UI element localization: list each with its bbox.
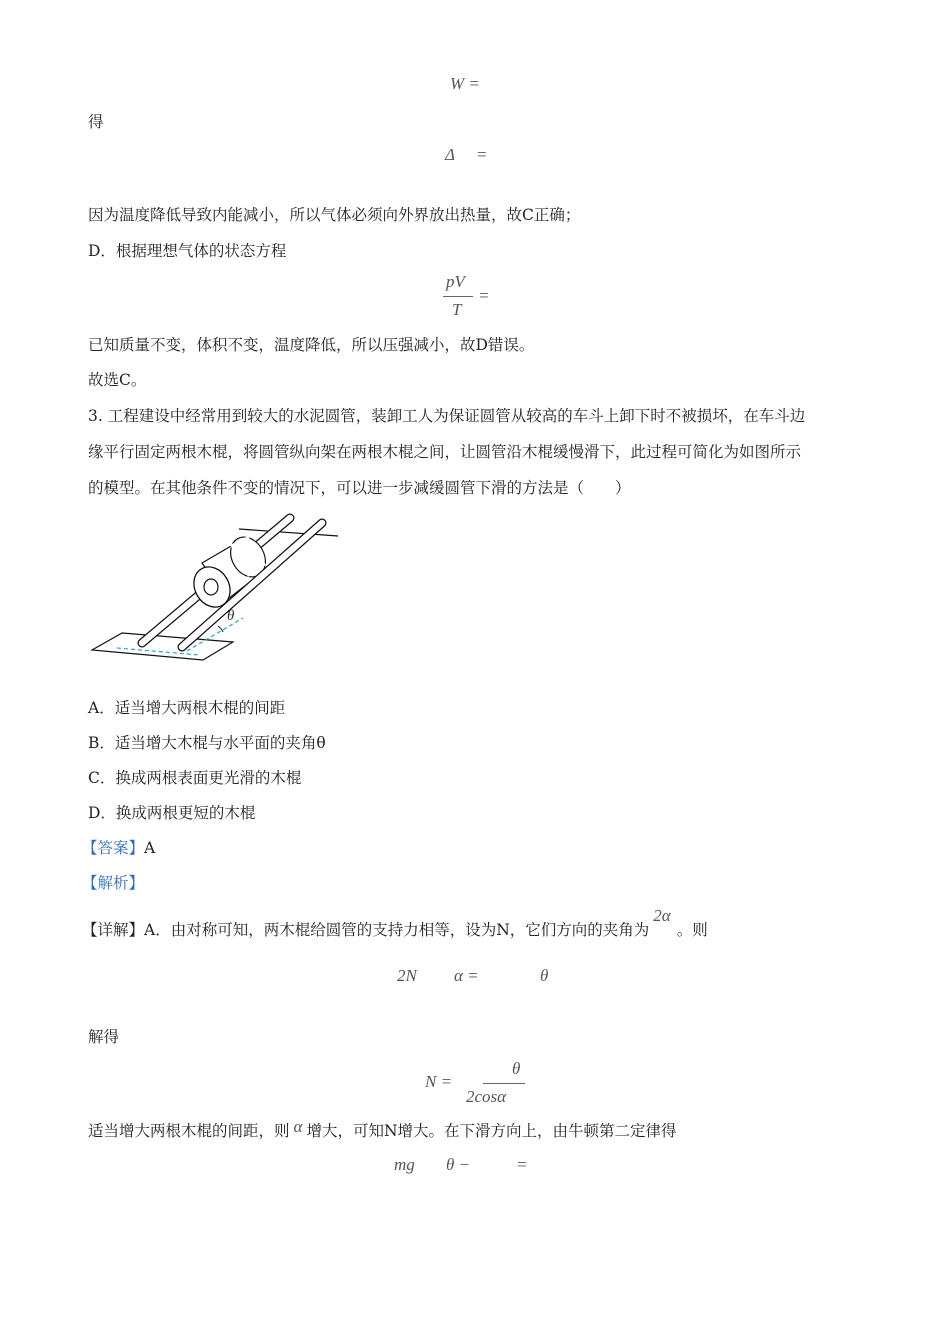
fraction-numerator: pV bbox=[446, 272, 465, 291]
eq3-equals: = bbox=[516, 1155, 528, 1174]
question-line-1 bbox=[88, 406, 805, 426]
conclusion-text: 适当增大两根木棍的间距，则 bbox=[88, 1122, 290, 1140]
analysis-tag: 【解析】 bbox=[82, 874, 145, 892]
answer-tag: 【答案】 bbox=[82, 839, 145, 857]
detail-text-end: 。则 bbox=[676, 921, 708, 939]
option-c-explanation: 因为温度降低导致内能减小，所以气体必须向外界放出热量，故C正确； bbox=[88, 206, 581, 224]
solve-text: 解得 bbox=[88, 1028, 120, 1046]
answer-line bbox=[82, 838, 155, 858]
fraction-bar bbox=[443, 296, 473, 297]
eq3-mg: mg bbox=[394, 1155, 415, 1174]
eq2-denominator: 2cosα bbox=[466, 1087, 507, 1106]
option-d-conclusion: 已知质量不变，体积不变，温度降低，所以压强减小，故D错误。 bbox=[88, 336, 535, 354]
eq1-term-2n: 2N bbox=[397, 966, 417, 985]
option-d: D．换成两根更短的木棍 bbox=[88, 804, 256, 822]
option-a: A．适当增大两根木棍的间距 bbox=[88, 699, 286, 717]
detail-tag: 【详解】 bbox=[82, 921, 145, 939]
eq2-fraction-bar bbox=[483, 1083, 525, 1084]
eq2-numerator: θ bbox=[512, 1059, 521, 1078]
eq3-theta: θ − bbox=[446, 1155, 471, 1174]
option-b: B．适当增大木棍与水平面的夹角θ bbox=[88, 734, 326, 752]
detail-text: A．由对称可知，两木棍给圆管的支持力相等，设为N，它们方向的夹角为 bbox=[144, 921, 650, 939]
truck-edge-line bbox=[239, 529, 338, 536]
detail-line bbox=[82, 906, 708, 940]
question-text: 工程建设中经常用到较大的水泥圆管，装卸工人为保证圆管从较高的车斗上卸下时不被损坏，在车斗边 bbox=[107, 407, 806, 425]
eq1-term-theta: θ bbox=[540, 966, 549, 985]
equation-internal-energy: Δ = bbox=[445, 145, 488, 164]
figure-pipe-on-rods bbox=[80, 505, 360, 675]
text-de: 得 bbox=[88, 113, 104, 131]
option-d-explanation: D．根据理想气体的状态方程 bbox=[88, 242, 287, 260]
equation-work: W = bbox=[450, 74, 480, 93]
final-choice: 故选C。 bbox=[88, 371, 147, 389]
equals-sign: = bbox=[478, 286, 490, 305]
question-line-3: 的模型。在其他条件不变的情况下，可以进一步减缓圆管下滑的方法是（ ） bbox=[88, 479, 631, 497]
option-c: C．换成两根表面更光滑的木棍 bbox=[88, 769, 302, 787]
eq2-lhs: N = bbox=[425, 1072, 453, 1091]
alpha-symbol: α bbox=[293, 1117, 303, 1136]
angle-2alpha: 2α bbox=[653, 906, 671, 925]
conclusion-text-2: 增大，可知N增大。在下滑方向上，由牛顿第二定律得 bbox=[306, 1122, 677, 1140]
question-number: 3. bbox=[88, 407, 103, 425]
eq1-term-alpha: α = bbox=[454, 966, 479, 985]
fraction-denominator: T bbox=[452, 300, 462, 319]
question-line-2: 缘平行固定两根木棍，将圆管纵向架在两根木棍之间，让圆管沿木棍缓慢滑下，此过程可简化为如图所示 bbox=[88, 443, 802, 461]
conclusion-line bbox=[88, 1117, 677, 1141]
theta-label: θ bbox=[227, 608, 235, 624]
answer-value: A bbox=[144, 839, 156, 857]
